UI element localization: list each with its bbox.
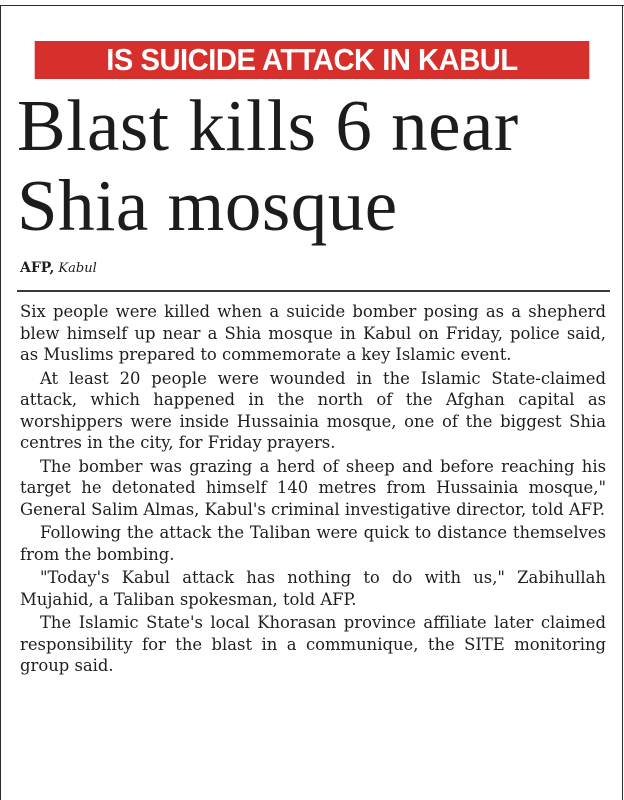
paragraph: "Today's Kabul attack has nothing to do with us," Zabihullah Mujahid, a Taliban spokesman, told AFP. bbox=[20, 568, 606, 609]
clipping-border-top bbox=[0, 5, 624, 6]
kicker-banner: IS SUICIDE ATTACK IN KABUL bbox=[35, 41, 590, 79]
paragraph: Six people were killed when a suicide bomber posing as a shepherd blew himself up near a Shia mosque in Kabul on Friday, police said, as Muslims prepared to commemorate a key Islamic event. bbox=[20, 302, 606, 364]
paragraph: Following the attack the Taliban were quick to distance themselves from the bombing. bbox=[20, 523, 606, 564]
byline-agency: AFP, bbox=[20, 260, 55, 276]
clipping-border-right bbox=[622, 5, 623, 800]
article-body bbox=[20, 301, 606, 679]
paragraph: The Islamic State's local Khorasan province affiliate later claimed responsibility for the blast in a communique, the SITE monitoring group said. bbox=[20, 613, 606, 675]
divider-rule bbox=[17, 290, 610, 292]
paragraph: The bomber was grazing a herd of sheep and before reaching his target he detonated himself 140 metres from Hussainia mosque," General Salim Almas, Kabul's criminal investigative director, told AFP. bbox=[20, 456, 606, 519]
headline: Blast kills 6 near Shia mosque bbox=[17, 85, 519, 246]
clipping-border-left bbox=[0, 5, 1, 800]
byline bbox=[20, 260, 97, 276]
byline-place: Kabul bbox=[58, 261, 97, 276]
paragraph: At least 20 people were wounded in the Islamic State-claimed attack, which happened in the north of the Afghan capital as worshippers were inside Hussainia mosque, one of the biggest Shia centres in the city, for Friday prayers. bbox=[20, 368, 606, 452]
